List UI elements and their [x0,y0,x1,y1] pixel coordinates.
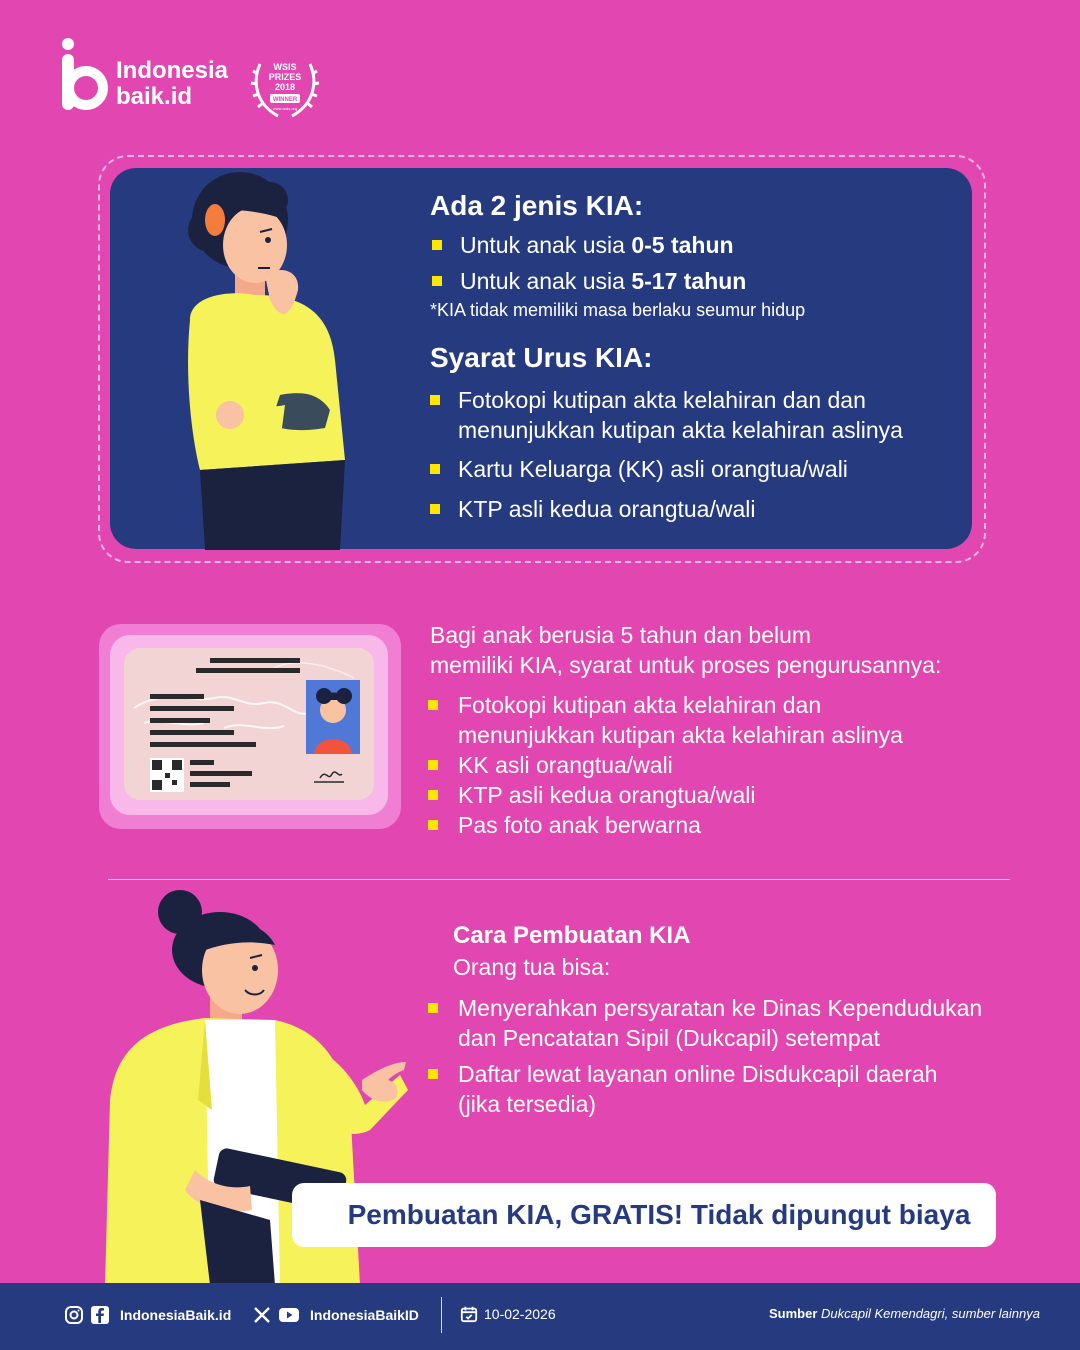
types-title: Ada 2 jenis KIA: [430,190,644,221]
how-item-0-line1: Menyerahkan persyaratan ke Dinas Kependudukan [458,995,983,1021]
calendar-icon [460,1305,478,1323]
id-card-graphic [124,648,374,800]
footer-source-label: Sumber [769,1306,818,1321]
under5-item-3-text: Pas foto anak berwarna [458,812,701,838]
youtube-icon[interactable] [278,1305,300,1325]
under5-item-0 [428,690,903,750]
award-text-1: WSIS [273,62,297,72]
brand-name [116,58,228,110]
under5-intro [430,620,941,680]
requirements-title: Syarat Urus KIA: [430,342,653,373]
free-banner: Pembuatan KIA, GRATIS! Tidak dipungut biaya [292,1183,996,1247]
how-item-1 [428,1059,982,1119]
footer [0,1283,1080,1350]
requirements-item-1-text: Kartu Keluarga (KK) asli orangtua/wali [458,456,848,482]
footer-social-1 [64,1305,231,1325]
indonesiabaik-logo-icon [62,38,108,110]
under5-intro-line1: Bagi anak berusia 5 tahun dan belum [430,622,812,648]
under5-list [428,690,903,840]
types-item-0-bold: 0-5 tahun [631,232,734,258]
requirements-item-0-line2: menunjukkan kutipan akta kelahiran aslinya [458,417,903,443]
award-text-2: PRIZES [268,72,302,82]
facebook-icon[interactable] [90,1305,110,1325]
under5-item-0-line1: Fotokopi kutipan akta kelahiran dan [458,692,822,718]
section-divider [108,879,1010,880]
requirements-item-2 [428,494,903,524]
how-item-1-line1: Daftar lewat layanan online Disdukcapil daerah [458,1061,938,1087]
types-item-1 [430,266,746,296]
requirements-list [428,385,903,524]
instagram-icon[interactable] [64,1305,84,1325]
how-list [428,993,982,1119]
under5-item-1 [428,750,903,780]
wsis-award-badge [250,52,320,122]
footer-social-2 [252,1305,419,1325]
how-item-0-line2: dan Pencatatan Sipil (Dukcapil) setempat [458,1025,880,1051]
footer-separator [441,1297,442,1333]
thinking-woman-illustration [170,170,370,550]
under5-intro-line2: memiliki KIA, syarat untuk proses pengurusannya: [430,652,942,678]
types-item-1-prefix: Untuk anak usia [460,268,632,294]
how-item-1-line2: (jika tersedia) [458,1091,597,1117]
footer-source-text: Dukcapil Kemendagri, sumber lainnya [821,1306,1040,1321]
types-note: *KIA tidak memiliki masa berlaku seumur hidup [430,300,806,320]
award-text-5: www.wsis.org [272,106,298,111]
under5-item-1-text: KK asli orangtua/wali [458,752,673,778]
types-item-0 [430,230,746,260]
award-text-4: WINNER [272,97,298,103]
brand-line1: Indonesia [116,57,229,84]
id-card-illustration [124,648,374,800]
footer-handle-1[interactable]: IndonesiaBaik.id [120,1307,232,1323]
types-list [430,230,746,296]
requirements-item-2-text: KTP asli kedua orangtua/wali [458,496,756,522]
how-subtitle: Orang tua bisa: [453,954,611,980]
footer-handle-2[interactable]: IndonesiaBaikID [310,1307,419,1323]
types-item-0-prefix: Untuk anak usia [460,232,632,258]
brand-logo [62,38,332,118]
how-title: Cara Pembuatan KIA [453,922,691,949]
under5-item-2-text: KTP asli kedua orangtua/wali [458,782,756,808]
award-text-3: 2018 [274,82,296,92]
how-item-0 [428,993,982,1053]
under5-item-2 [428,780,903,810]
requirements-item-0-line1: Fotokopi kutipan akta kelahiran dan dan [458,387,866,413]
brand-line2: baik.id [116,83,193,110]
under5-item-3 [428,810,903,840]
requirements-item-0 [428,385,903,445]
footer-date [460,1305,556,1323]
x-twitter-icon[interactable] [252,1305,272,1325]
types-item-1-bold: 5-17 tahun [631,268,747,294]
footer-date-text: 10-02-2026 [484,1306,556,1322]
footer-source [769,1306,1040,1321]
requirements-item-1 [428,454,903,484]
under5-item-0-line2: menunjukkan kutipan akta kelahiran aslinya [458,722,903,748]
